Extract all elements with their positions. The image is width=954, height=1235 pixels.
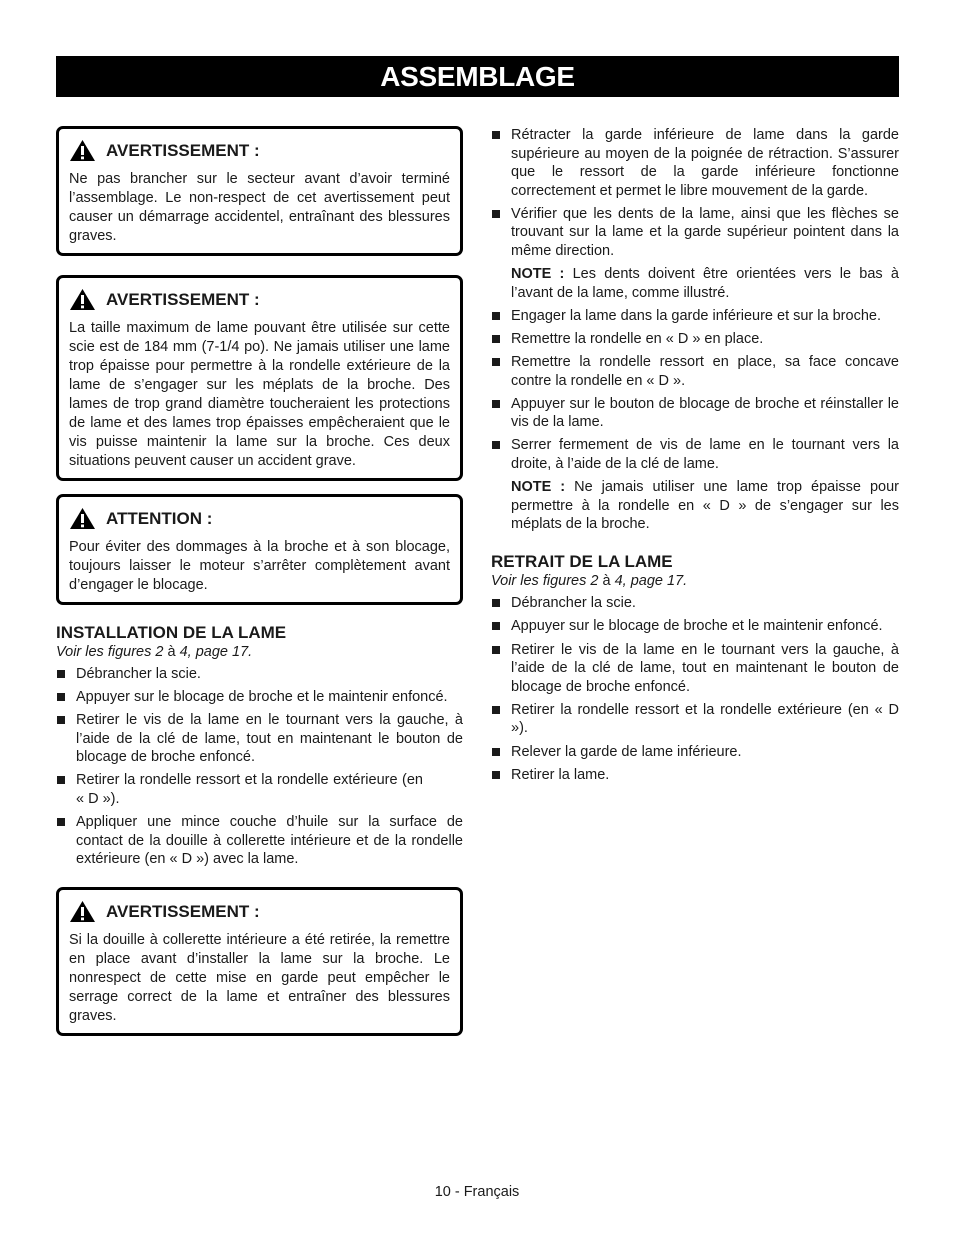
bullet-square-icon <box>492 210 500 218</box>
removal-section <box>491 552 899 784</box>
list-item-text: Appuyer sur le bouton de blocage de broche et réinstaller le vis de la lame. <box>511 395 899 431</box>
ref-part: Voir les figures 2 <box>491 573 599 590</box>
list-item <box>491 743 899 762</box>
page-title: ASSEMBLAGE <box>56 56 899 97</box>
list-item <box>491 395 899 432</box>
ref-part: Voir les figures 2 <box>56 644 164 660</box>
warning-body: Ne pas brancher sur le secteur avant d’avoir terminé l’assemblage. Le non-respect de cet avertissement peut causer un démarrage accidentel, entraînant des blessures graves. <box>69 171 450 244</box>
list-item <box>491 353 899 390</box>
ref-part: à <box>598 573 615 590</box>
list-item-text: Débrancher la scie. <box>76 666 201 682</box>
bullet-square-icon <box>57 716 65 724</box>
list-item-text: Rétracter la garde inférieure de lame dans la garde supérieure au moyen de la poignée de rétraction. S’assurer que le ressort de la garde inférieure fonctionne correctement et permet le libre mouvement de la garde. <box>511 127 899 199</box>
bullet-square-icon <box>492 441 500 449</box>
list-item <box>491 205 899 261</box>
install-section <box>56 623 463 869</box>
list-item-text: Vérifier que les dents de la lame, ainsi que les flèches se trouvant sur la lame et la garde supérieur pointent dans la même direction. <box>511 205 899 260</box>
bullet-square-icon <box>492 131 500 139</box>
install-title: INSTALLATION DE LA LAME <box>56 623 287 642</box>
bullet-square-icon <box>57 693 65 701</box>
list-item-text: Retirer la rondelle ressort et la rondelle extérieure (en « D »). <box>511 701 899 737</box>
list-item-text: Retirer le vis de la lame en le tournant vers la gauche, à l’aide de la clé de lame, tout en maintenant le bouton de blocage de broche enfoncé. <box>76 712 463 766</box>
install-figure-reference <box>56 643 463 661</box>
warning-box-3 <box>56 887 463 1036</box>
list-item <box>491 594 899 613</box>
list-item-text: Appuyer sur le blocage de broche et le maintenir enfoncé. <box>76 689 448 706</box>
list-item <box>56 813 463 869</box>
list-item-text: Relever la garde de lame inférieure. <box>511 743 742 760</box>
bullet-square-icon <box>492 599 500 607</box>
warning-heading <box>69 288 452 311</box>
list-item <box>491 701 899 738</box>
note-text: Ne jamais utiliser une lame trop épaisse pour permettre à la rondelle en « D » de s’engager sur les méplats de la broche. <box>511 479 900 533</box>
warning-heading <box>69 139 452 162</box>
list-item-text: Appuyer sur le blocage de broche et le maintenir enfoncé. <box>511 618 883 635</box>
list-item-text: Retirer la lame. <box>511 766 610 783</box>
bullet-square-icon <box>492 358 500 366</box>
list-item-text: Remettre la rondelle ressort en place, sa face concave contre la rondelle en « D ». <box>511 354 899 389</box>
install-steps-continued-2 <box>491 307 899 474</box>
right-column <box>491 126 899 789</box>
list-item-text: Remettre la rondelle en « D » en place. <box>511 330 764 347</box>
warning-heading-text: AVERTISSEMENT : <box>106 901 260 921</box>
list-item-text: Appliquer une mince couche d’huile sur la surface de contact de la douille à collerette intérieure et de la rondelle extérieure (en « D ») avec la lame. <box>76 814 463 868</box>
bullet-square-icon <box>492 748 500 756</box>
list-item-text: Serrer fermement de vis de lame en le tournant vers la droite, à l’aide de la clé de lame. <box>511 437 899 472</box>
list-item <box>491 766 899 785</box>
note-thickness <box>491 478 899 534</box>
left-column <box>56 126 463 1036</box>
note-text: Les dents doivent être orientées vers le bas à l’avant de la lame, comme illustré. <box>511 266 899 301</box>
list-item-text: Engager la lame dans la garde inférieure et sur la broche. <box>511 307 881 324</box>
list-item <box>56 711 463 767</box>
note-label: NOTE : <box>511 266 565 283</box>
list-item <box>56 665 463 684</box>
note-teeth <box>491 265 899 302</box>
caution-heading <box>69 507 452 530</box>
bullet-square-icon <box>492 706 500 714</box>
bullet-square-icon <box>492 312 500 320</box>
warning-box-1 <box>56 126 463 256</box>
list-item <box>56 688 463 707</box>
bullet-square-icon <box>492 400 500 408</box>
bullet-square-icon <box>492 771 500 779</box>
bullet-square-icon <box>57 776 65 784</box>
warning-heading <box>69 900 452 923</box>
warning-triangle-icon <box>69 507 96 530</box>
removal-figure-reference <box>491 572 899 590</box>
warning-heading-text: AVERTISSEMENT : <box>106 140 260 160</box>
bullet-square-icon <box>492 622 500 630</box>
warning-box-2 <box>56 275 463 481</box>
warning-triangle-icon <box>69 288 96 311</box>
list-item-text: Débrancher la scie. <box>511 595 636 612</box>
list-item <box>491 126 899 200</box>
caution-body: Pour éviter des dommages à la broche et à son blocage, toujours laisser le moteur s’arrêter complètement avant d’engager le blocage. <box>69 539 450 593</box>
list-item <box>491 436 899 473</box>
bullet-square-icon <box>492 646 500 654</box>
list-item-text: Retirer le vis de la lame en le tournant vers la gauche, à l’aide de la clé de lame, tout en maintenant le bouton de blocage de broche enfoncé. <box>511 641 899 695</box>
ref-part: 4, page 17. <box>179 644 253 660</box>
ref-part: 4, page 17. <box>614 573 688 590</box>
bullet-square-icon <box>57 670 65 678</box>
warning-triangle-icon <box>69 139 96 162</box>
list-item-text: Retirer la rondelle ressort et la rondelle extérieure (en « D »). <box>76 772 423 808</box>
warning-body: Si la douille à collerette intérieure a été retirée, la remettre en place avant d’installer la lame sur la broche. Le nonrespect de cette mise en garde peut empêcher le serrage correct de la lame et entraîner des blessures graves. <box>69 932 450 1025</box>
list-item <box>56 771 463 808</box>
removal-title: RETRAIT DE LA LAME <box>491 552 673 572</box>
list-item <box>491 307 899 326</box>
bullet-square-icon <box>492 335 500 343</box>
caution-box <box>56 494 463 605</box>
list-item <box>491 641 899 697</box>
note-label: NOTE : <box>511 479 566 496</box>
bullet-square-icon <box>57 818 65 826</box>
warning-triangle-icon <box>69 900 96 923</box>
warning-body: La taille maximum de lame pouvant être utilisée sur cette scie est de 184 mm (7-1/4 po). Ne jamais utiliser une lame trop épaisse pour permettre à la rondelle extérieure de la lame de s’engager sur les méplats de la broche. Des lames de trop grand diamètre toucheraient les protections de lame et des lames trop épaisses empêcheraient que le vis puisse maintenir la lame sur la broche. Ces deux situations peuvent causer un accident grave. <box>69 320 450 469</box>
list-item <box>491 617 899 636</box>
install-steps-continued <box>491 126 899 261</box>
removal-steps <box>491 594 899 784</box>
install-steps <box>56 665 463 869</box>
page-footer: 10 - Français <box>434 1184 520 1200</box>
list-item <box>491 330 899 349</box>
caution-heading-text: ATTENTION : <box>106 508 213 528</box>
ref-part: à <box>163 644 180 660</box>
warning-heading-text: AVERTISSEMENT : <box>106 289 260 309</box>
